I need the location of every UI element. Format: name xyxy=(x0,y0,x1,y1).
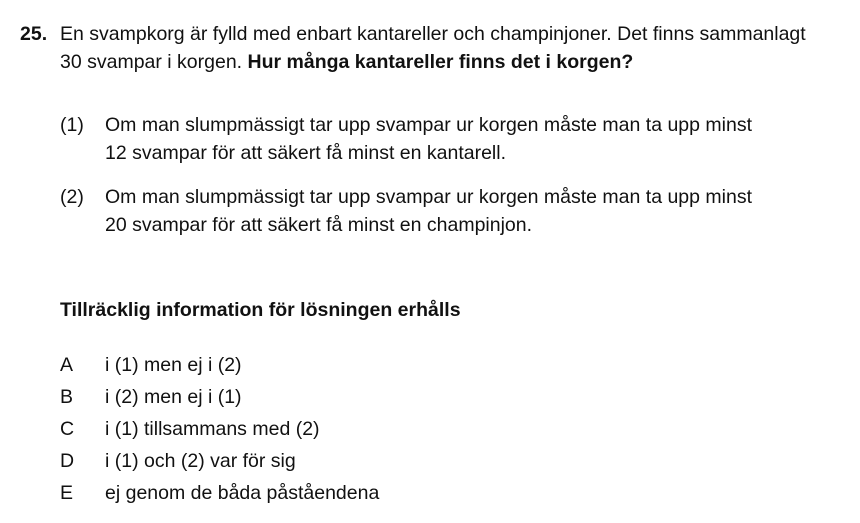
option-text: i (1) tillsammans med (2) xyxy=(105,418,320,440)
option-text: i (2) men ej i (1) xyxy=(105,386,242,408)
question-text-line-2 xyxy=(60,48,633,76)
option-letter: D xyxy=(60,450,75,472)
option-letter: E xyxy=(60,482,74,504)
statement-text-line-1: Om man slumpmässigt tar upp svampar ur korgen måste man ta upp minst xyxy=(105,114,753,136)
statement-number: (1) xyxy=(60,114,84,136)
question-context: 30 svampar i korgen. xyxy=(60,51,248,73)
statement-text-line-2: 20 svampar för att säkert få minst en champinjon. xyxy=(105,214,533,236)
option-text: ej genom de båda påståendena xyxy=(105,482,380,504)
option-text: i (1) men ej i (2) xyxy=(105,354,242,376)
option-text: i (1) och (2) var för sig xyxy=(105,450,296,472)
statement-text-line-2: 12 svampar för att säkert få minst en kantarell. xyxy=(105,142,507,164)
question-number: 25. xyxy=(20,23,48,45)
statement-text-line-1: Om man slumpmässigt tar upp svampar ur korgen måste man ta upp minst xyxy=(105,186,753,208)
question-text-line-1: En svampkorg är fylld med enbart kantareller och champinjoner. Det finns sammanlagt xyxy=(60,23,806,45)
info-heading: Tillräcklig information för lösningen erhålls xyxy=(60,299,461,321)
option-letter: A xyxy=(60,354,74,376)
option-letter: C xyxy=(60,418,75,440)
question-prompt: Hur många kantareller finns det i korgen? xyxy=(247,51,634,73)
option-letter: B xyxy=(60,386,74,408)
statement-number: (2) xyxy=(60,186,84,208)
